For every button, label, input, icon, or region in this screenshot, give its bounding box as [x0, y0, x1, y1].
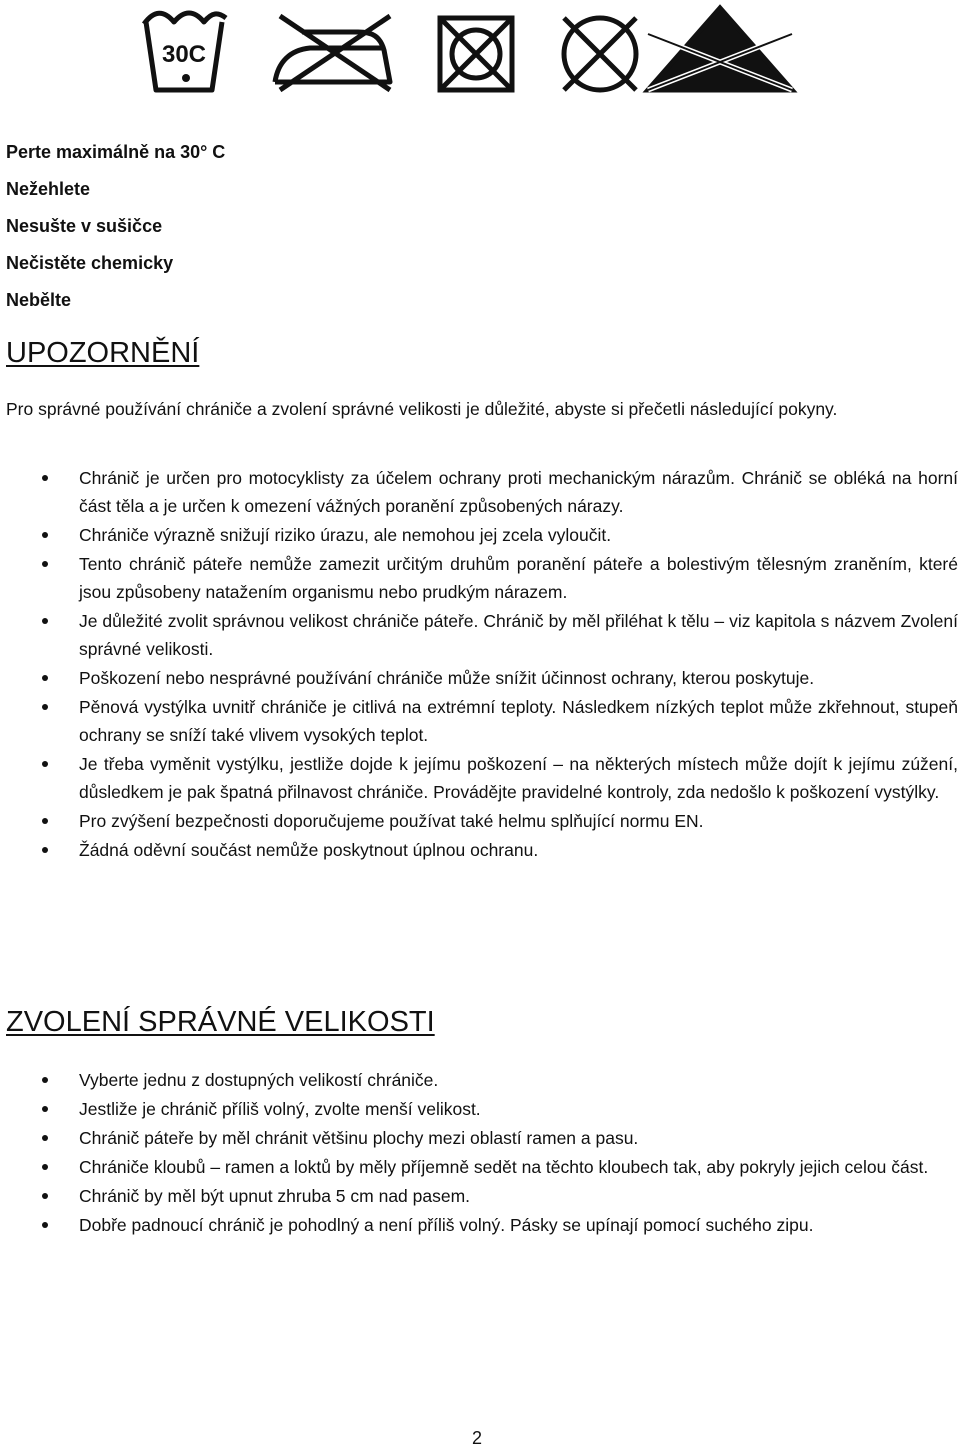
list-item: Pěnová vystýlka uvnitř chrániče je citlivá na extrémní teploty. Následkem nízkých teplot může zkřehnout, stupeň ochrany se sníží také vlivem vysokých teplot.	[0, 693, 958, 749]
care-line-dryclean: Nečistěte chemicky	[6, 253, 174, 273]
list-item: Je důležité zvolit správnou velikost chrániče páteře. Chránič by měl přiléhat k tělu – viz kapitola s názvem Zvolení správné velikosti.	[0, 607, 958, 663]
list-item: Vyberte jednu z dostupných velikostí chrániče.	[0, 1066, 958, 1094]
care-line-dry: Nesušte v sušičce	[6, 216, 163, 236]
care-line-bleach: Nebělte	[6, 290, 72, 310]
no-iron-icon	[275, 16, 390, 90]
no-dry-clean-icon	[564, 18, 636, 90]
warning-intro: Pro správné používání chrániče a zvolení správné velikosti je důležité, abyste si přečetli následující pokyny.	[6, 399, 838, 419]
page-number: 2	[472, 1428, 483, 1448]
care-symbols	[140, 4, 800, 96]
size-list	[0, 1066, 958, 1240]
list-item: Chrániče kloubů – ramen a loktů by měly příjemně sedět na těchto kloubech tak, aby pokryly jejich celou část.	[0, 1153, 958, 1181]
care-line-wash: Perte maximálně na 30° C	[6, 142, 226, 162]
size-heading: ZVOLENÍ SPRÁVNÉ VELIKOSTI	[6, 1006, 435, 1038]
list-item: Tento chránič páteře nemůže zamezit určitým druhům poranění páteře a bolestivým tělesným zraněním, které jsou způsobeny natažením organismu nebo prudkým nárazem.	[0, 550, 958, 606]
list-item: Žádná oděvní součást nemůže poskytnout úplnou ochranu.	[0, 836, 958, 864]
care-instructions	[6, 140, 225, 325]
no-tumble-dry-icon	[440, 18, 512, 90]
list-item: Chránič páteře by měl chránit většinu plochy mezi oblastí ramen a pasu.	[0, 1124, 958, 1152]
list-item: Dobře padnoucí chránič je pohodlný a není příliš volný. Pásky se upínají pomocí suchého zipu.	[0, 1211, 958, 1239]
list-item: Chránič by měl být upnut zhruba 5 cm nad pasem.	[0, 1182, 958, 1210]
list-item: Pro zvýšení bezpečnosti doporučujeme používat také helmu splňující normu EN.	[0, 807, 958, 835]
warning-list	[0, 464, 958, 865]
no-bleach-icon	[648, 8, 792, 90]
list-item: Chránič je určen pro motocyklisty za účelem ochrany proti mechanickým nárazům. Chránič se obléká na horní část těla a je určen k omezení vážných poranění způsobených nárazy.	[0, 464, 958, 520]
care-line-iron: Nežehlete	[6, 179, 91, 199]
wash-tub-icon	[144, 13, 226, 90]
wash-temperature-label: 30C	[161, 41, 207, 68]
list-item: Je třeba vyměnit vystýlku, jestliže dojde k jejímu poškození – na některých místech může dojít k jejímu zúžení, důsledkem je pak špatná přilnavost chrániče. Provádějte pravidelné kontroly, zda nedošlo k poškození vystýlky.	[0, 750, 958, 806]
warning-heading: UPOZORNĚNÍ	[6, 337, 200, 369]
list-item: Chrániče výrazně snižují riziko úrazu, ale nemohou jej zcela vyloučit.	[0, 521, 958, 549]
list-item: Jestliže je chránič příliš volný, zvolte menší velikost.	[0, 1095, 958, 1123]
list-item: Poškození nebo nesprávné používání chrániče může snížit účinnost ochrany, kterou poskytuje.	[0, 664, 958, 692]
